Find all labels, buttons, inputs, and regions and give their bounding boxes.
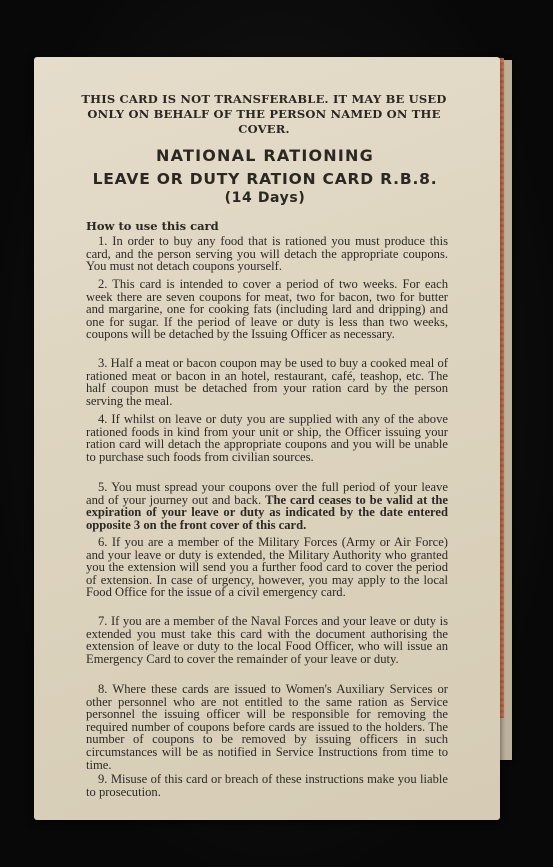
title-duration: (14 Days) (224, 190, 306, 206)
paragraph-5-bold-text: The card ceases to be valid at the expiration of your leave or duty as indicated by the date entered opposite 3 on the front cover of this card. (86, 492, 448, 532)
paragraph-7: 7. If you are a member of the Naval Forces and your leave or duty is extended you must take this card with the document authorising the extension of leave or duty to the local Food Officer, who will issue an Emergency Card to cover the remainder of your leave or duty. (86, 614, 448, 666)
howto-heading: How to use this card (86, 219, 219, 233)
paragraph-3: 3. Half a meat or bacon coupon may be used to buy a cooked meal of rationed meat or bacon in an hotel, restaurant, café, teashop, etc. The half coupon must be detached from your ration card by the person serving the meal. (86, 356, 448, 408)
title-national-rationing: NATIONAL RATIONING (156, 146, 374, 165)
paragraph-1: 1. In order to buy any food that is rationed you must produce this card, and the person serving you will detach the appropriate coupons. You must not detach coupons yourself. (86, 234, 448, 274)
paragraph-8: 8. Where these cards are issued to Women's Auxiliary Services or other personnel who are not entitled to the same ration as Service personnel the issuing officer will be responsible for removing the required number of coupons before cards are issued to the holders. The number of coupons to be removed by issuing officers in such circumstances will be as notified in Service Instructions from time to time. (86, 682, 448, 772)
paragraph-2: 2. This card is intended to cover a period of two weeks. For each week there are seven coupons for meat, two for bacon, two for butter and margarine, one for cooking fats (including lard and dripping) and one for sugar. If the period of leave or duty is less than two weeks, coupons will be detached by the Issuing Officer as necessary. (86, 277, 448, 342)
paragraph-4: 4. If whilst on leave or duty you are supplied with any of the above rationed foods in kind from your unit or ship, the Officer issuing your ration card will detach the appropriate coupons and you will be unable to purchase such foods from civilian sources. (86, 412, 448, 464)
paragraph-9: 9. Misuse of this card or breach of these instructions make you liable to prosecution. (86, 772, 448, 799)
paragraph-5 (86, 481, 448, 531)
paragraph-6: 6. If you are a member of the Military Forces (Army or Air Force) and your leave or duty is extended, the Military Authority who granted you the extension will send you a further food card to cover the period of extension. In case of urgency, however, you may apply to the local Food Office for the issue of a civil emergency card. (86, 535, 448, 600)
transfer-warning: THIS CARD IS NOT TRANSFERABLE. IT MAY BE USED ONLY ON BEHALF OF THE PERSON NAMED ON THE COVER. (81, 92, 447, 136)
title-card-name: LEAVE OR DUTY RATION CARD R.B.8. (92, 170, 438, 188)
paragraph-5-text: 5. You must spread your coupons over the full period of your leave and of your journey out and back. (86, 480, 448, 507)
